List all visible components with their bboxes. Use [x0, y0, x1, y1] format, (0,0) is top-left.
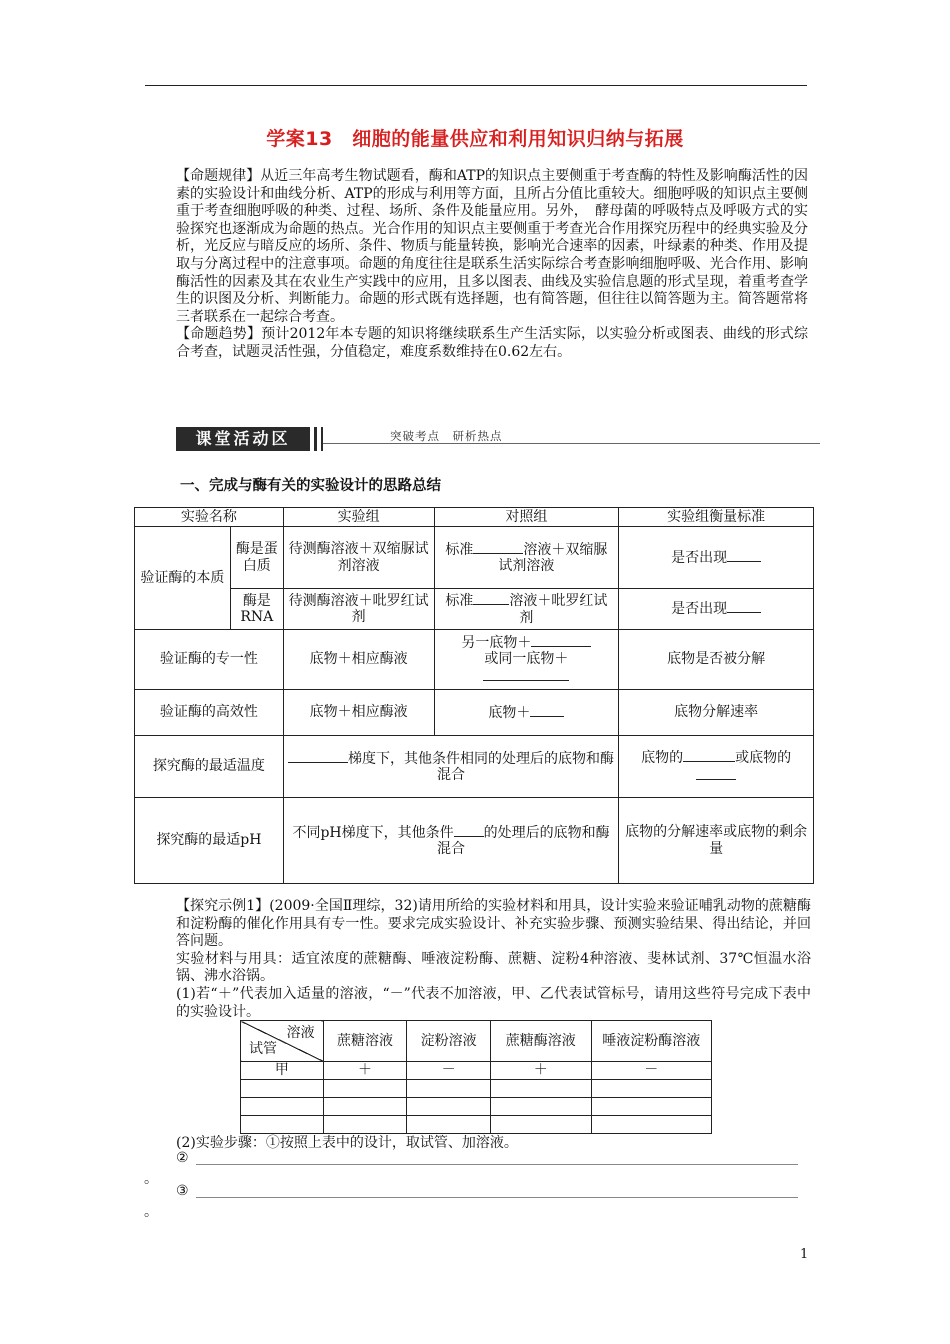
table-cell: [490, 1116, 591, 1134]
answer-line: [196, 1197, 798, 1198]
std-text: 底物的: [641, 750, 684, 766]
std-cell: 底物的分解速率或底物的剩余量: [619, 798, 814, 884]
header-cell: 实验组: [283, 508, 434, 527]
exp-text: 不同pH梯度下，其他条件: [292, 824, 454, 841]
fill-blank: [454, 824, 484, 837]
fill-blank: [288, 750, 348, 763]
row-name: 验证酶的本质: [135, 527, 231, 630]
fill-blank: [727, 600, 761, 613]
table-cell: －: [591, 1062, 711, 1080]
table-row: [135, 798, 814, 884]
header-cell: 实验名称: [135, 508, 284, 527]
std-text: 是否出现: [671, 549, 728, 566]
period-mark: 。: [144, 1204, 158, 1220]
exp-cell: 底物＋相应酶液: [283, 690, 434, 736]
header-rule: [145, 85, 807, 86]
exp-cell: 待测酶溶液＋吡罗红试剂: [283, 589, 434, 630]
ctrl-text: 另一底物＋: [461, 634, 532, 651]
std-text: 或底物的: [735, 750, 792, 766]
table-cell: [407, 1080, 491, 1098]
table-cell: －: [407, 1062, 491, 1080]
ctrl-cell: [434, 527, 619, 589]
section-banner: [176, 425, 820, 455]
trend-text: 预计2012年本专题的知识将继续联系生产生活实际，以实验分析或图表、曲线的形式综合考查，试题灵活性强，分值稳定，难度系数维持在0.62左右。: [176, 326, 808, 360]
row-name: 验证酶的高效性: [135, 690, 284, 736]
table-row: [241, 1062, 712, 1080]
table-cell: 甲: [241, 1062, 324, 1080]
header-cell: 蔗糖酶溶液: [490, 1021, 591, 1062]
table-row: [241, 1116, 712, 1134]
exp-text: 的处理后的底物和酶混合: [437, 824, 610, 857]
exp-cell: 待测酶溶液＋双缩脲试剂溶液: [283, 527, 434, 589]
fill-blank: [530, 704, 564, 717]
table-row: [135, 690, 814, 736]
ctrl-text: 底物＋: [488, 704, 531, 721]
banner-bar: [314, 427, 317, 451]
fill-blank: [696, 767, 736, 780]
row-sub: 酶是RNA: [230, 589, 283, 630]
std-cell: 底物是否被分解: [619, 630, 814, 690]
std-text: 是否出现: [671, 601, 728, 618]
table-cell: [241, 1116, 324, 1134]
table-cell: [490, 1098, 591, 1116]
table-header-row: [241, 1021, 712, 1062]
fill-blank: [531, 634, 591, 647]
exp-text: 梯度下，其他条件相同的处理后的底物和酶混合: [348, 750, 615, 783]
example-text: 请用所给的实验材料和用具，设计实验来验证哺乳动物的蔗糖酶和淀粉酶的催化作用具有专一性。要求完成实验设计、补充实验步骤、预测实验结果、得出结论，并回答问题。: [176, 898, 811, 950]
row-name: 探究酶的最适pH: [135, 798, 284, 884]
example-source: (2009·全国Ⅱ理综，32): [269, 898, 418, 914]
answer-line: [196, 1164, 798, 1165]
table-row: [135, 589, 814, 630]
row-name: 探究酶的最适温度: [135, 736, 284, 798]
step-3-marker: ③: [176, 1183, 189, 1199]
page-number: 1: [800, 1247, 809, 1262]
step-1: (2)实验步骤：①按照上表中的设计，取试管、加溶液。: [176, 1135, 518, 1151]
table-cell: [323, 1116, 407, 1134]
exp-cell: [283, 736, 618, 798]
banner-tab: 课堂活动区: [176, 427, 310, 451]
header-cell: 淀粉溶液: [407, 1021, 491, 1062]
std-cell: [619, 527, 814, 589]
intro-section: [176, 168, 808, 362]
ctrl-text: 标准: [445, 593, 474, 609]
table-row: [135, 630, 814, 690]
table-cell: ＋: [490, 1062, 591, 1080]
banner-subtitle: 突破考点 研析热点: [390, 429, 503, 443]
enzyme-experiment-table: [134, 507, 814, 884]
table-cell: [323, 1080, 407, 1098]
corner-top: 溶液: [286, 1025, 315, 1041]
table-row: [135, 736, 814, 798]
table-cell: [241, 1098, 324, 1116]
table-header-row: [135, 508, 814, 527]
table-cell: [591, 1116, 711, 1134]
table-cell: [323, 1098, 407, 1116]
example-section: [176, 898, 811, 1021]
ctrl-text: 溶液＋双缩脲试剂溶液: [498, 541, 608, 574]
page-title: 学案13 细胞的能量供应和利用知识归纳与拓展: [266, 128, 684, 150]
std-cell: 底物分解速率: [619, 690, 814, 736]
corner-bottom: 试管: [249, 1041, 277, 1057]
test-tube-table: [240, 1020, 712, 1134]
question-1: (1)若“＋”代表加入适量的溶液，“－”代表不加溶液，甲、乙代表试管标号，请用这些符号完成下表中的实验设计。: [176, 985, 811, 1020]
exp-cell: 底物＋相应酶液: [283, 630, 434, 690]
fill-blank: [683, 749, 735, 762]
fill-blank: [473, 592, 509, 605]
header-cell: 蔗糖溶液: [323, 1021, 407, 1062]
fill-blank: [473, 541, 523, 554]
law-text: 从近三年高考生物试题看，酶和ATP的知识点主要侧重于考查酶的特性及影响酶活性的因素的实验设计和曲线分析、ATP的形成与利用等方面，且所占分值比重较大。细胞呼吸的知识点主要侧重于考查细胞呼吸的种类、过程、场所、条件及能量应用。另外， 酵母菌的呼吸特点及呼吸方式的实验探究也逐渐成为命题的热点。光合作用的知识点主要侧重于考查光合作用探究历程中的经典实验及分析，光反应与暗反应的场所、条件、物质与能量转换，影响光合速率的因素，叶绿素的种类、作用及提取与分离过程中的注意事项。命题的角度往往是联系生活实际综合考查影响细胞呼吸、光合作用、影响酶活性的因素及其在农业生产实践中的应用，且多以图表、曲线及实验信息题的形式呈现，着重考查学生的识图及分析、判断能力。命题的形式既有选择题，也有简答题，但往往以简答题为主。简答题常将三者联系在一起综合考查。: [176, 168, 808, 325]
header-cell: 实验组衡量标准: [619, 508, 814, 527]
materials-text: 实验材料与用具：适宜浓度的蔗糖酶、唾液淀粉酶、蔗糖、淀粉4种溶液、斐林试剂、37℃恒温水浴锅、沸水浴锅。: [176, 950, 811, 985]
std-cell: [619, 589, 814, 630]
table-cell: [407, 1116, 491, 1134]
fill-blank: [483, 668, 569, 681]
table-cell: ＋: [323, 1062, 407, 1080]
step-2-marker: ②: [176, 1150, 189, 1166]
ctrl-text: 溶液＋吡罗红试剂: [509, 593, 608, 626]
ctrl-text: 标准: [445, 541, 474, 558]
table-cell: [490, 1080, 591, 1098]
law-label: 【命题规律】: [176, 168, 261, 184]
row-name: 验证酶的专一性: [135, 630, 284, 690]
table-cell: [591, 1098, 711, 1116]
table-cell: [241, 1080, 324, 1098]
header-cell: 唾液淀粉酶溶液: [591, 1021, 711, 1062]
table-row: [241, 1098, 712, 1116]
diagonal-header-cell: [241, 1021, 324, 1062]
exp-cell: [283, 798, 618, 884]
ctrl-cell: [434, 630, 619, 690]
period-mark: 。: [144, 1171, 158, 1187]
trend-label: 【命题趋势】: [176, 326, 262, 343]
section-heading: 一、完成与酶有关的实验设计的思路总结: [180, 478, 441, 494]
row-sub: 酶是蛋白质: [230, 527, 283, 589]
table-row: [241, 1080, 712, 1098]
ctrl-cell: [434, 690, 619, 736]
ctrl-text: 或同一底物＋: [484, 651, 569, 668]
table-row: [135, 527, 814, 589]
table-cell: [407, 1098, 491, 1116]
fill-blank: [727, 549, 761, 562]
banner-bar: [321, 427, 323, 451]
header-cell: 对照组: [434, 508, 619, 527]
table-cell: [591, 1080, 711, 1098]
example-label: 【探究示例1】: [176, 898, 270, 914]
std-cell: [619, 736, 814, 798]
ctrl-cell: [434, 589, 619, 630]
